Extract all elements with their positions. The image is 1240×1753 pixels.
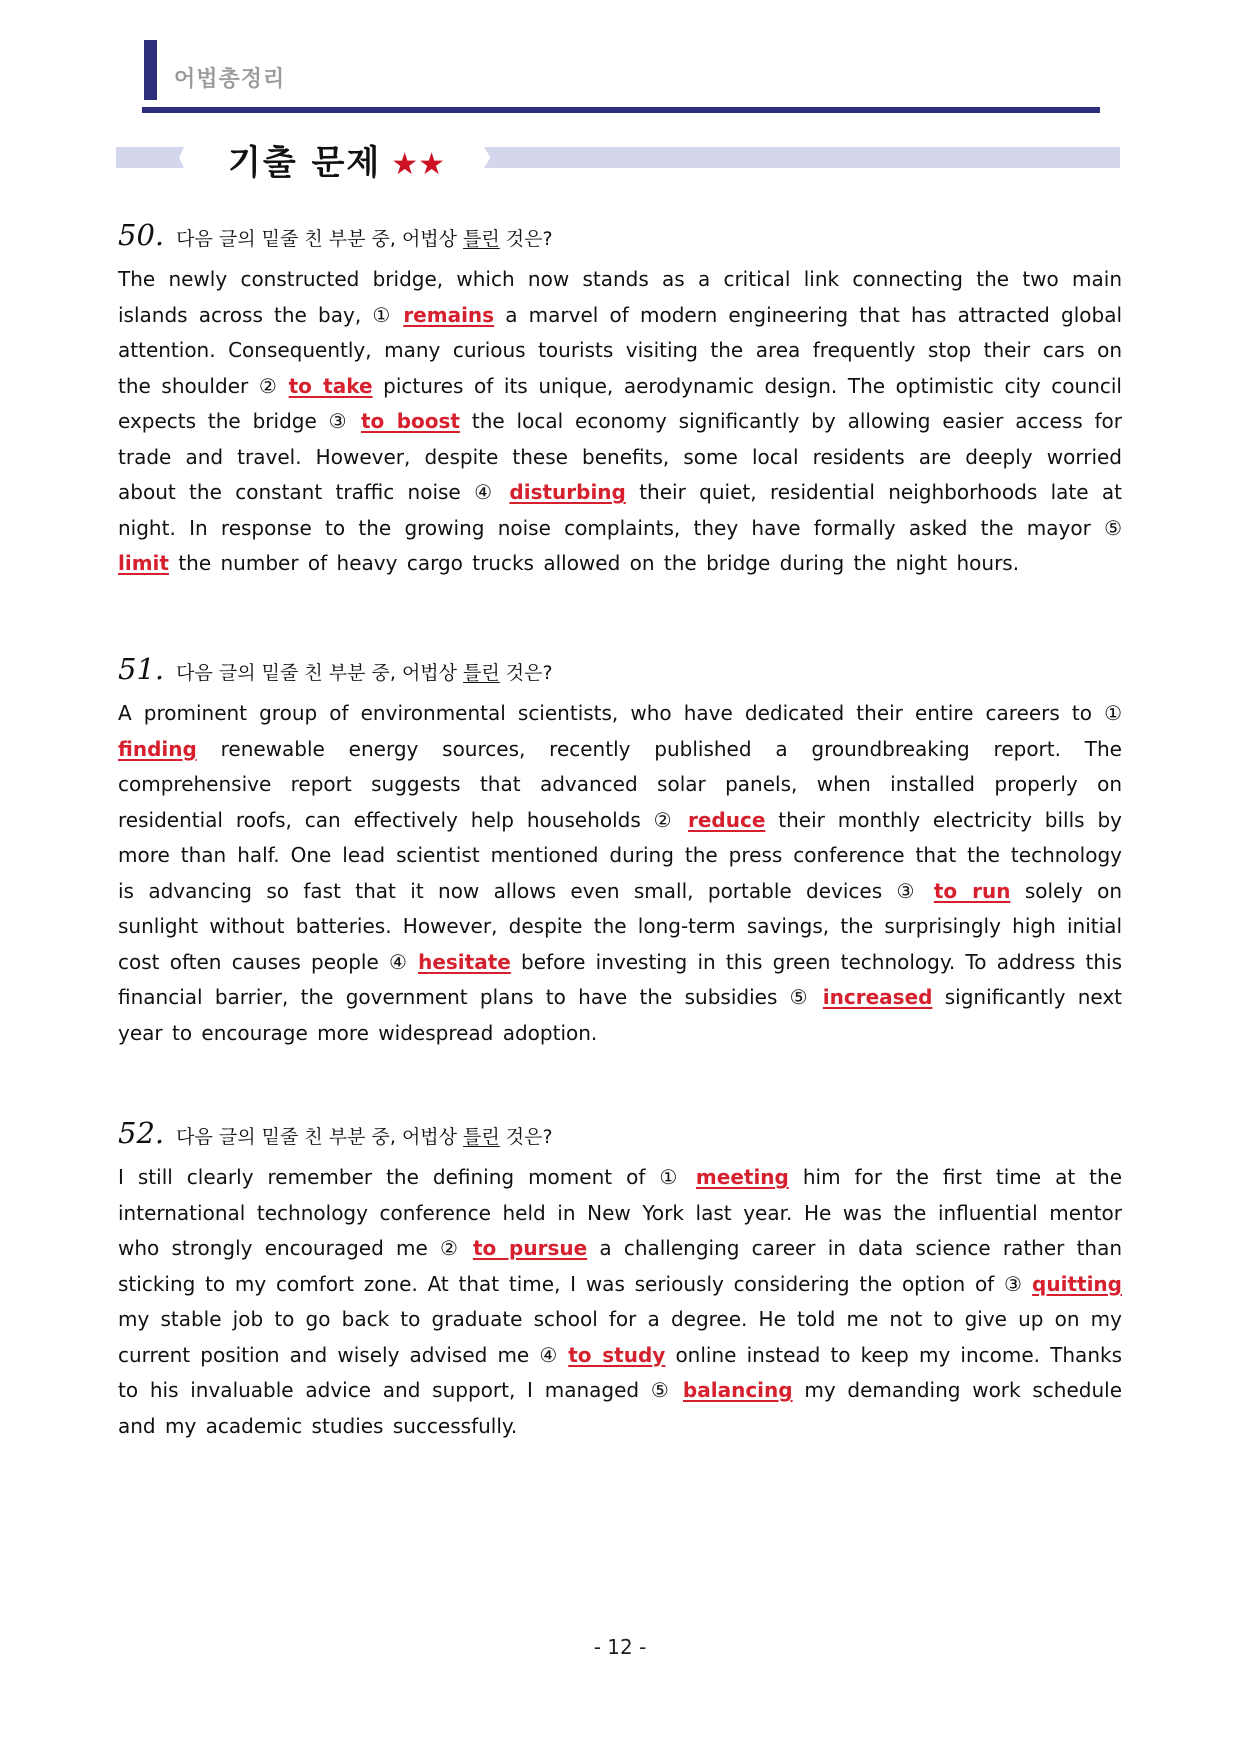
header-accent-bar: [144, 40, 157, 100]
choice-marker-5: ⑤: [650, 1378, 672, 1402]
instruction-pre: 다음 글의 밑줄 친 부분 중, 어법상: [176, 662, 464, 684]
banner-band-right: [484, 147, 1120, 168]
passage-text: solely on sunlight without batteries. However, despite the long-term savings, the surprisingly high initial cost often causes people: [118, 878, 1122, 974]
question-number: 52.: [118, 1116, 165, 1150]
choice-marker-2: ②: [258, 373, 279, 398]
passage: [118, 696, 1122, 1051]
section-title-text: 기출 문제: [228, 143, 382, 183]
passage-text: significantly next year to encourage more widespread adoption.: [118, 985, 1123, 1045]
choice-marker-1: ①: [372, 302, 393, 327]
question-header: [118, 1116, 1122, 1150]
question-instruction: [176, 228, 552, 250]
passage-text: my stable job to go back to graduate school for a degree. He told me not to give up on my current position and wisely advised me: [118, 1307, 1122, 1367]
section-title: [228, 135, 445, 184]
choice-marker-1: ①: [659, 1165, 682, 1189]
page-number: - 12 -: [593, 1635, 647, 1659]
question-instruction: [176, 662, 552, 684]
underlined-choice-4: to study: [568, 1342, 666, 1367]
underlined-choice-5: increased: [822, 985, 933, 1009]
choice-marker-3: ③: [1003, 1271, 1023, 1296]
passage-text: the local economy significantly by allowing easier access for trade and travel. However, despite these benefits, some local residents are deeply worried about the constant traffic noise: [118, 409, 1123, 504]
choice-marker-2: ②: [653, 807, 676, 832]
passage-text: The newly constructed bridge, which now stands as a critical link connecting the two main islands across the bay,: [118, 267, 1122, 327]
choice-marker-2: ②: [439, 1236, 461, 1260]
underlined-choice-1: finding: [118, 736, 197, 761]
question-instruction: [176, 1126, 552, 1148]
choice-marker-4: ④: [389, 949, 408, 974]
passage-text: I still clearly remember the defining moment of: [118, 1165, 660, 1189]
choice-marker-3: ③: [328, 409, 350, 433]
header-title: 어법총정리: [174, 67, 286, 92]
question-number: 50.: [118, 218, 165, 252]
passage-text: the number of heavy cargo trucks allowed on the bridge during the night hours.: [168, 551, 1020, 575]
underlined-choice-2: to take: [288, 373, 373, 398]
passage-text: online instead to keep my income. Thanks to his invaluable advice and support, I managed: [118, 1342, 1122, 1402]
question-51: [118, 652, 1122, 1051]
passage-text: renewable energy sources, recently published a groundbreaking report. The comprehensive report suggests that advanced solar panels, when installed properly on residential roofs, can effectively help households: [118, 736, 1122, 832]
underlined-choice-1: meeting: [695, 1165, 789, 1189]
underlined-choice-2: reduce: [687, 807, 766, 832]
passage-text: before investing in this green technology. To address this financial barrier, the government plans to have the subsidies: [118, 949, 1122, 1009]
question-number: 51.: [118, 652, 165, 686]
difficulty-stars: ★★: [391, 147, 446, 182]
underlined-choice-4: hesitate: [418, 949, 511, 974]
question-50: [118, 218, 1122, 582]
passage-text: their monthly electricity bills by more than half. One lead scientist mentioned during the press conference that the technology is advancing so fast that it now allows even small, portable devices: [118, 807, 1122, 903]
passage: [118, 1160, 1122, 1444]
instruction-pre: 다음 글의 밑줄 친 부분 중, 어법상: [176, 1126, 464, 1148]
passage-text: my demanding work schedule and my academic studies successfully.: [118, 1378, 1122, 1438]
underlined-choice-2: to pursue: [472, 1236, 588, 1260]
instruction-key: 틀린: [463, 228, 500, 250]
instruction-post: 것은?: [499, 228, 553, 250]
instruction-pre: 다음 글의 밑줄 친 부분 중, 어법상: [176, 228, 464, 250]
underlined-choice-5: limit: [118, 551, 169, 575]
passage-text: a marvel of modern engineering that has attracted global attention. Consequently, many curious tourists visiting the area frequently stop their cars on the shoulder: [118, 302, 1123, 398]
instruction-post: 것은?: [499, 1126, 553, 1148]
underlined-choice-4: disturbing: [509, 480, 626, 504]
passage-text: A prominent group of environmental scientists, who have dedicated their entire careers to: [118, 701, 1105, 725]
header-rule: [142, 107, 1100, 113]
question-header: [118, 218, 1122, 252]
choice-marker-4: ④: [474, 480, 497, 504]
underlined-choice-5: balancing: [682, 1378, 793, 1402]
instruction-key: 틀린: [463, 1126, 500, 1148]
choice-marker-5: ⑤: [1104, 515, 1122, 540]
underlined-choice-3: to boost: [360, 409, 460, 433]
banner-band-left: [116, 147, 184, 168]
passage-text: him for the first time at the international technology conference held in New York last year. He was the influential mentor who strongly encouraged me: [118, 1165, 1123, 1260]
passage: [118, 262, 1122, 582]
instruction-key: 틀린: [463, 662, 500, 684]
passage-text: their quiet, residential neighborhoods late at night. In response to the growing noise complaints, they have formally asked the mayor: [118, 480, 1122, 540]
choice-marker-3: ③: [896, 878, 920, 903]
passage-text: pictures of its unique, aerodynamic design. The optimistic city council expects the bridge: [118, 373, 1122, 433]
choice-marker-1: ①: [1104, 701, 1122, 725]
underlined-choice-3: to run: [933, 878, 1011, 903]
instruction-post: 것은?: [499, 662, 553, 684]
question-header: [118, 652, 1122, 686]
choice-marker-5: ⑤: [789, 985, 811, 1009]
choice-marker-4: ④: [539, 1342, 559, 1367]
passage-text: a challenging career in data science rather than sticking to my comfort zone. At that time, I was seriously considering the option of: [118, 1236, 1123, 1296]
underlined-choice-1: remains: [403, 302, 495, 327]
question-52: [118, 1116, 1122, 1444]
underlined-choice-3: quitting: [1032, 1271, 1122, 1296]
